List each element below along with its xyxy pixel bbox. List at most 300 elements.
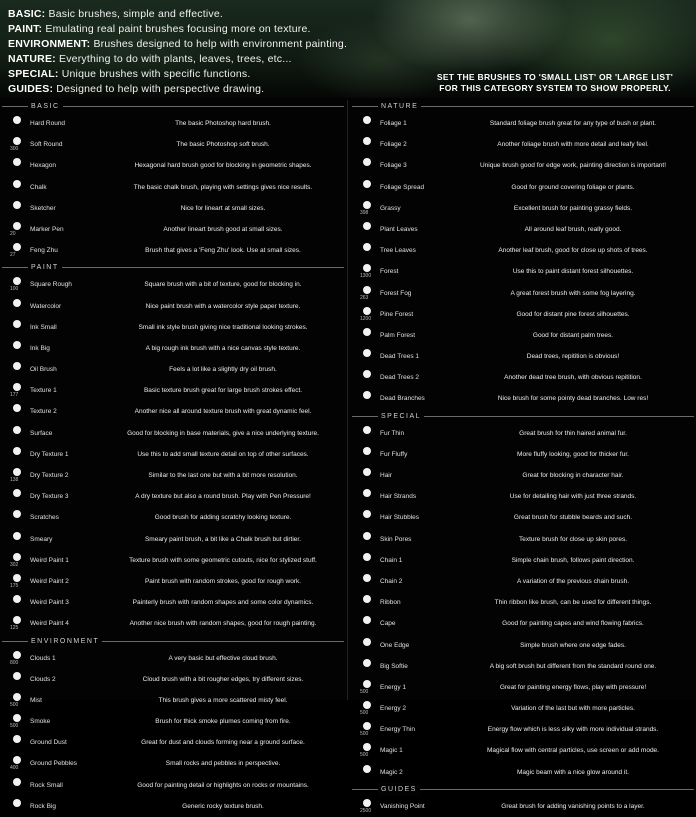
brush-row [352, 613, 694, 634]
brush-description: A variation of the previous chain brush. [516, 577, 629, 585]
brush-size: 500 [10, 723, 19, 730]
brush-description: Hexagonal hard brush good for blocking in geometric shapes. [134, 162, 312, 170]
brush-name: Surface [30, 429, 53, 437]
brush-description: Good for blocking in base materials, give a nice underlying texture. [127, 429, 319, 437]
brush-tip-dot [363, 116, 371, 124]
brush-tip-icon [360, 446, 376, 464]
brush-description: Standard foliage brush great for any type of bush or plant. [489, 120, 657, 127]
brush-row [2, 550, 344, 571]
note-line-2: FOR THIS CATEGORY SYSTEM TO SHOW PROPERLY. [439, 83, 671, 93]
section-title: SPECIAL [378, 410, 424, 423]
brush-name: Rock Big [30, 802, 57, 810]
brush-size: 27 [10, 252, 16, 259]
brush-description: Paint brush with random strokes, good for rough work. [144, 577, 302, 585]
brush-description: Texture brush for close up skin pores. [518, 535, 628, 543]
brush-size: 500 [360, 688, 369, 695]
brush-description: Thin ribbon like brush, can be used for different things. [494, 599, 652, 607]
brush-tip-icon [360, 679, 376, 697]
brush-tip-icon [10, 594, 26, 612]
brush-tip-dot [363, 680, 371, 688]
brush-tip-dot [13, 799, 21, 807]
brush-name: Dry Texture 1 [30, 450, 69, 458]
brush-tip-icon [10, 115, 26, 133]
brush-tip-dot [363, 201, 371, 209]
brush-description: Great brush for adding vanishing points to a layer. [501, 802, 645, 810]
brush-row [352, 423, 694, 444]
brush-tip-icon [360, 658, 376, 676]
brush-row [2, 465, 344, 486]
brush-row [352, 367, 694, 388]
brush-tip-icon [360, 221, 376, 239]
brush-description: The basic chalk brush, playing with settings gives nice results. [133, 183, 313, 191]
brush-tip-dot [363, 158, 371, 166]
brush-size: 398 [360, 209, 369, 216]
legend-key: BASIC: [8, 8, 46, 20]
brush-description: Simple chain brush, follows paint direction. [511, 556, 635, 564]
section-header [2, 635, 344, 648]
brush-name: Cape [380, 620, 396, 628]
brush-tip-icon [360, 798, 376, 816]
brush-description: Another lineart brush good at small sizes. [163, 225, 283, 233]
brush-row [352, 677, 694, 698]
brush-tip-icon [10, 488, 26, 506]
brush-tip-dot [13, 693, 21, 701]
brush-name: Clouds 2 [30, 675, 56, 683]
brush-name: Hair Strands [380, 493, 417, 501]
brush-tip-dot [363, 243, 371, 251]
brush-name: Square Rough [30, 281, 72, 289]
brush-tip-icon [360, 573, 376, 591]
brush-tip-icon [360, 200, 376, 218]
brush-description: Good brush for adding scratchy looking texture. [154, 514, 292, 522]
brush-name: Fur Thin [380, 429, 405, 437]
brush-tip-dot [363, 510, 371, 518]
brush-tip-icon [10, 509, 26, 527]
brush-description: A very basic but effective cloud brush. [168, 654, 278, 662]
brush-name: Dry Texture 2 [30, 472, 69, 479]
section-header [2, 261, 344, 274]
brush-description: Good for distant palm trees. [532, 331, 614, 339]
legend-line [8, 7, 347, 22]
brush-size: 20 [10, 230, 16, 237]
brush-tip-dot [13, 510, 21, 518]
section-header [352, 410, 694, 423]
brush-row [2, 592, 344, 613]
brush-description: All around leaf brush, really good. [524, 225, 622, 233]
brush-name: Texture 1 [30, 387, 57, 395]
brush-tip-icon [10, 200, 26, 218]
brush-tip-icon [10, 242, 26, 260]
brush-tip-dot [363, 799, 371, 807]
brush-row [2, 571, 344, 592]
brush-row [2, 711, 344, 732]
brush-tip-icon [10, 221, 26, 239]
brush-description: Good for ground covering foliage or plants. [511, 183, 635, 191]
brush-name: Skin Pores [380, 535, 412, 543]
brush-tip-dot [13, 299, 21, 307]
brush-description: Another foliage brush with more detail and leafy feel. [497, 141, 649, 149]
brush-name: Hair Stubbles [380, 514, 420, 522]
brush-size: 2500 [360, 807, 372, 814]
brush-tip-dot [363, 659, 371, 667]
brush-description: Variation of the last but with more particles. [511, 705, 635, 713]
brush-row [2, 753, 344, 774]
brush-tip-icon [360, 285, 376, 303]
brush-name: Rock Small [30, 781, 63, 789]
brush-description: Another nice all around texture brush with great dynamic feel. [134, 408, 312, 416]
brush-description: Magical flow with central particles, use screen or add mode. [487, 747, 659, 755]
brush-size: 300 [10, 146, 19, 153]
brush-name: Plant Leaves [380, 225, 418, 233]
brush-tip-dot [13, 201, 21, 209]
legend-text: Designed to help with perspective drawing. [56, 83, 265, 95]
legend-text: Basic brushes, simple and effective. [48, 8, 224, 20]
brush-name: Soft Round [30, 141, 63, 149]
brush-description: Excellent brush for painting grassy fields. [513, 204, 633, 212]
brush-tip-dot [363, 532, 371, 540]
brush-tip-dot [363, 468, 371, 476]
brush-description: Smeary paint brush, a bit like a Chalk brush but dirtier. [144, 535, 302, 543]
brush-description: Another leaf brush, good for close up shots of trees. [498, 247, 648, 255]
brush-name: Weird Paint 3 [30, 599, 69, 607]
brush-tip-icon [360, 721, 376, 739]
brush-description: More fluffy looking, good for thicker fur. [517, 450, 629, 458]
brush-name: Ground Pebbles [30, 760, 77, 768]
brush-tip-icon [10, 361, 26, 379]
legend-line [8, 52, 347, 67]
brush-tip-dot [363, 722, 371, 730]
brush-tip-dot [13, 447, 21, 455]
brush-size: 400 [10, 765, 19, 772]
brush-row [2, 529, 344, 550]
brush-description: Brush for thick smoke plumes coming from fire. [155, 718, 291, 726]
legend-text: Everything to do with plants, leaves, trees, etc... [59, 53, 292, 65]
section-title: BASIC [28, 100, 63, 113]
brush-description: Dead trees, repitition is obvious! [526, 353, 620, 361]
brush-tip-dot [13, 243, 21, 251]
brush-tip-dot [363, 701, 371, 709]
brush-tip-icon [360, 552, 376, 570]
brush-tip-dot [363, 553, 371, 561]
section-title: GUIDES [378, 783, 420, 796]
brush-row [352, 740, 694, 761]
brush-tip-dot [363, 264, 371, 272]
brush-row [2, 240, 344, 261]
brush-tip-icon [10, 425, 26, 443]
brush-tip-icon [10, 136, 26, 154]
brush-name: Chalk [30, 183, 47, 191]
brush-tip-icon [360, 615, 376, 633]
brush-tip-dot [363, 574, 371, 582]
brush-row [2, 296, 344, 317]
section-title: PAINT [28, 261, 62, 274]
brush-description: Similar to the last one but with a bit more resolution. [148, 472, 298, 479]
brush-tip-dot [363, 328, 371, 336]
brush-row [352, 346, 694, 367]
brush-tip-dot [13, 672, 21, 680]
brush-description: Unique brush good for edge work, painting direction is important! [479, 162, 667, 170]
brush-tip-icon [10, 382, 26, 400]
brush-description: Use this to add small texture detail on top of other surfaces. [137, 450, 309, 458]
brush-name: Forest Fog [380, 289, 412, 297]
brush-tip-dot [363, 391, 371, 399]
brush-description: The basic Photoshop soft brush. [176, 141, 270, 149]
brush-description: This brush gives a more scattered misty feel. [158, 696, 288, 704]
brush-name: Tree Leaves [380, 247, 416, 255]
brush-row [2, 401, 344, 422]
brush-name: Weird Paint 1 [30, 556, 69, 564]
brush-name: Weird Paint 2 [30, 577, 69, 585]
brush-tip-icon [10, 467, 26, 485]
brush-name: Feng Zhu [30, 247, 58, 255]
brush-tip-dot [13, 756, 21, 764]
brush-name: Big Softie [380, 662, 408, 670]
brush-row [352, 134, 694, 155]
brush-description: Use this to paint distant forest silhouettes. [512, 268, 634, 276]
brush-name: Forest [380, 268, 399, 276]
brush-row [2, 338, 344, 359]
brush-name: Watercolor [30, 302, 62, 310]
brush-name: Foliage Spread [380, 183, 425, 191]
brush-size: 500 [360, 752, 369, 759]
brush-description: Painterly brush with random shapes and some color dynamics. [132, 599, 314, 607]
brush-tip-icon [10, 179, 26, 197]
brush-description: Magic beam with a nice glow around it. [516, 768, 629, 776]
brush-tip-icon [360, 467, 376, 485]
brush-row [352, 796, 694, 817]
legend-key: NATURE: [8, 53, 56, 65]
brush-description: Cloud brush with a bit rougher edges, try different sizes. [142, 675, 304, 683]
brush-row [352, 304, 694, 325]
brush-size: 138 [10, 477, 19, 483]
brush-name: Texture 2 [30, 408, 57, 416]
brush-tip-icon [10, 798, 26, 816]
brush-description: Basic texture brush great for large brush strokes effect. [143, 387, 303, 395]
brush-size: 177 [10, 392, 19, 399]
brush-description: Nice for lineart at small sizes. [180, 204, 266, 212]
brush-tip-icon [360, 594, 376, 612]
brush-name: Mist [30, 696, 42, 704]
brush-name: Dead Trees 2 [380, 374, 420, 382]
brush-row [2, 317, 344, 338]
brush-name: Ink Big [30, 344, 50, 352]
brush-tip-icon [10, 157, 26, 175]
brush-tip-dot [13, 404, 21, 412]
section-header [352, 783, 694, 796]
brush-tip-dot [13, 426, 21, 434]
brush-tip-dot [13, 222, 21, 230]
brush-row [2, 113, 344, 134]
brush-tip-dot [13, 320, 21, 328]
brush-tip-icon [360, 242, 376, 260]
brush-size: 100 [10, 286, 19, 293]
brush-name: Energy 1 [380, 683, 407, 691]
brush-tip-dot [363, 595, 371, 603]
brush-tip-dot [13, 137, 21, 145]
brush-name: Fur Fluffy [380, 450, 408, 458]
brush-tip-icon [10, 446, 26, 464]
brush-name: Smeary [30, 535, 53, 543]
brush-tip-icon [360, 115, 376, 133]
brush-name: Ground Dust [30, 739, 67, 747]
brush-name: Dry Texture 3 [30, 493, 69, 501]
brush-tip-icon [360, 348, 376, 366]
brush-size: 500 [360, 731, 369, 738]
brush-tip-icon [360, 369, 376, 387]
list-view-note [420, 72, 690, 94]
brush-row [352, 507, 694, 528]
brush-description: Texture brush with some geometric cutouts, nice for stylized stuff. [129, 556, 317, 564]
brush-row [352, 550, 694, 571]
brush-row [352, 388, 694, 409]
brush-name: Ink Small [30, 323, 57, 331]
brush-tip-dot [13, 574, 21, 582]
brush-tip-icon [10, 671, 26, 689]
brush-row [352, 444, 694, 465]
brush-tip-dot [13, 553, 21, 561]
brush-tip-icon [360, 157, 376, 175]
section-header [352, 100, 694, 113]
brush-row [352, 219, 694, 240]
brush-row [352, 198, 694, 219]
section-title: ENVIRONMENT [28, 635, 102, 648]
brush-size: 1300 [360, 273, 372, 280]
brush-name: Hair [380, 472, 392, 479]
brush-size: 125 [10, 625, 19, 632]
brush-name: Energy 2 [380, 705, 407, 713]
brush-tip-icon [360, 390, 376, 408]
brush-size: 800 [10, 659, 19, 666]
legend-key: SPECIAL: [8, 68, 59, 80]
brush-description: Nice brush for some pointy dead branches. Low res! [497, 395, 649, 403]
brush-tip-dot [13, 362, 21, 370]
brush-size: 302 [10, 561, 19, 568]
brush-tip-icon [10, 573, 26, 591]
brush-tip-icon [10, 777, 26, 795]
brush-name: Energy Thin [380, 726, 415, 734]
brush-description: Great for blocking in character hair. [522, 472, 624, 479]
brush-tip-dot [13, 778, 21, 786]
brush-row [352, 261, 694, 282]
brush-description: Square brush with a bit of texture, good for blocking in. [144, 281, 302, 289]
brush-tip-dot [363, 222, 371, 230]
brush-description: Simple brush where one edge fades. [520, 641, 626, 649]
brush-description: Brush that gives a 'Feng Zhu' look. Use at small sizes. [145, 247, 301, 255]
brush-description: A big rough ink brush with a nice canvas style texture. [145, 344, 301, 352]
brush-description: Use for detailing hair with just three strands. [509, 493, 637, 501]
brush-row [2, 669, 344, 690]
brush-tip-icon [10, 319, 26, 337]
brush-name: Palm Forest [380, 331, 416, 339]
brush-tip-dot [13, 341, 21, 349]
brush-tip-icon [360, 488, 376, 506]
brush-description: Feels a lot like a slightly dry oil brush. [169, 366, 277, 374]
legend-text: Unique brushes with specific functions. [61, 68, 251, 80]
brush-tip-icon [10, 692, 26, 710]
brush-tip-icon [10, 650, 26, 668]
brush-row [352, 529, 694, 550]
brush-name: Pine Forest [380, 310, 414, 318]
brush-name: Scratches [30, 514, 59, 522]
brush-row [2, 486, 344, 507]
brush-row [352, 762, 694, 783]
brush-tip-dot [363, 447, 371, 455]
legend-key: PAINT: [8, 23, 43, 35]
brush-row [352, 592, 694, 613]
brush-name: Dead Branches [380, 395, 425, 403]
brush-tip-icon [10, 276, 26, 294]
brush-tip-dot [363, 137, 371, 145]
brush-row [2, 134, 344, 155]
brush-name: Foliage 2 [380, 141, 407, 149]
brush-row [352, 719, 694, 740]
brush-tip-dot [13, 277, 21, 285]
brush-row [352, 113, 694, 134]
brush-row [2, 274, 344, 295]
brush-tip-icon [360, 700, 376, 718]
brush-tip-dot [13, 714, 21, 722]
header-banner [0, 0, 696, 98]
brush-row [2, 507, 344, 528]
brush-description: A great forest brush with some fog layering. [510, 289, 636, 297]
brush-description: Great for dust and clouds forming near a ground surface. [141, 739, 305, 747]
brush-tip-dot [13, 616, 21, 624]
brush-description: Energy flow which is less silky with more individual strands. [487, 726, 659, 734]
left-column [2, 100, 344, 817]
brush-name: Magic 2 [380, 768, 403, 776]
brush-row [352, 177, 694, 198]
brush-row [2, 613, 344, 634]
brush-tip-icon [360, 263, 376, 281]
brush-row [2, 423, 344, 444]
brush-description: A dry texture but also a round brush. Play with Pen Pressure! [135, 493, 311, 501]
brush-tip-icon [10, 340, 26, 358]
brush-tip-dot [363, 349, 371, 357]
brush-tip-icon [360, 764, 376, 782]
brush-description: The basic Photoshop hard brush. [175, 120, 271, 127]
brush-tip-dot [363, 370, 371, 378]
brush-description: Generic rocky texture brush. [182, 802, 264, 810]
brush-row [2, 380, 344, 401]
brush-name: Hard Round [30, 120, 66, 127]
legend-line [8, 82, 347, 97]
brush-description: Great brush for stubble beards and such. [513, 514, 633, 522]
section-header [2, 100, 344, 113]
brush-name: Clouds 1 [30, 654, 56, 662]
legend-line [8, 67, 347, 82]
brush-tip-icon [10, 298, 26, 316]
brush-name: Vanishing Point [380, 802, 425, 810]
brush-name: Foliage 1 [380, 120, 407, 127]
brush-name: Sketcher [30, 204, 56, 212]
brush-tip-icon [360, 179, 376, 197]
brush-description: Great for painting energy flows, play with pressure! [499, 683, 647, 691]
brush-row [352, 486, 694, 507]
brush-description: Another dead tree brush, with obvious repitition. [504, 374, 642, 382]
brush-tip-dot [363, 743, 371, 751]
brush-tip-icon [360, 637, 376, 655]
brush-row [352, 325, 694, 346]
brush-tip-dot [13, 489, 21, 497]
brush-row [352, 283, 694, 304]
brush-tip-dot [13, 651, 21, 659]
brush-row [2, 155, 344, 176]
brush-description: A big soft brush but different from the standard round one. [489, 662, 657, 670]
legend-line [8, 22, 347, 37]
brush-name: Dead Trees 1 [380, 353, 420, 361]
legend-line [8, 37, 347, 52]
brush-name: Magic 1 [380, 747, 403, 755]
